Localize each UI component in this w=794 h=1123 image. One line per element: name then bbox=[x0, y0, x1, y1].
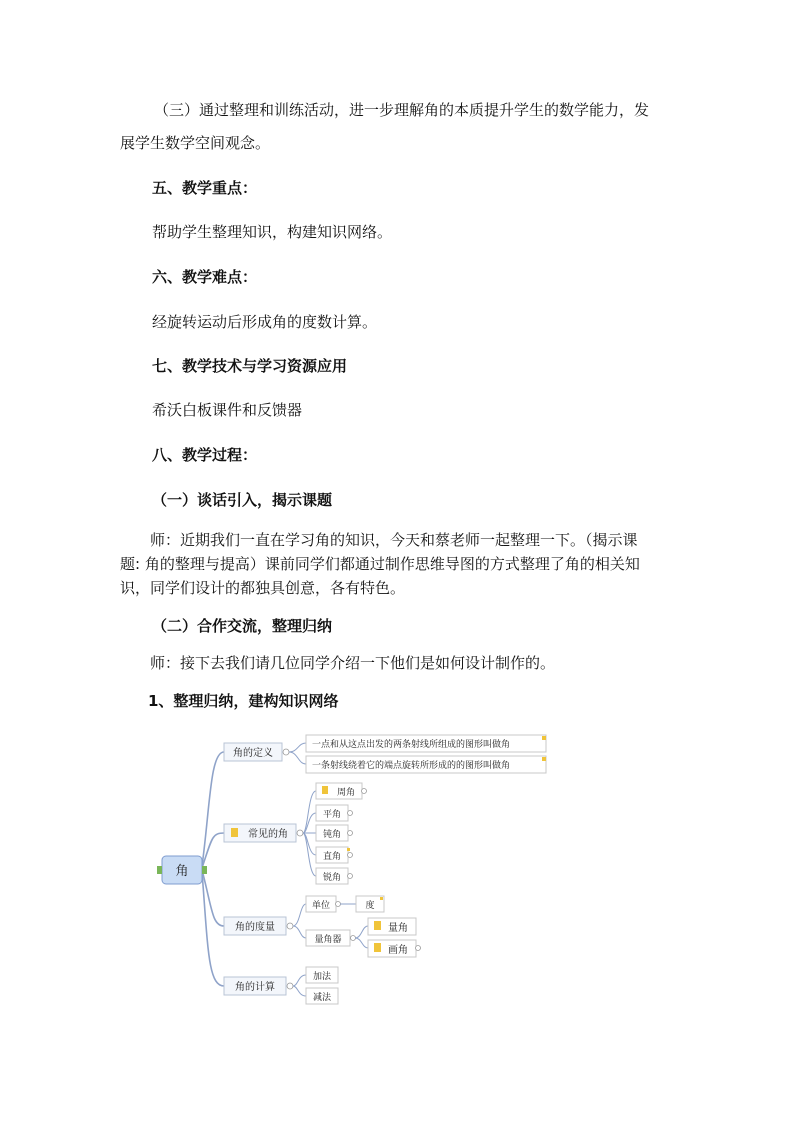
note-icon bbox=[347, 848, 350, 851]
note-icon bbox=[231, 828, 238, 837]
note-icon bbox=[322, 786, 328, 794]
note-icon bbox=[542, 757, 546, 761]
branch-line-definition bbox=[202, 752, 224, 866]
section8-sub2: （二）合作交流，整理归纳 bbox=[152, 617, 333, 635]
svg-text:一点和从这点出发的两条射线所组成的图形叫做角: 一点和从这点出发的两条射线所组成的图形叫做角 bbox=[312, 740, 511, 750]
svg-text:加法: 加法 bbox=[312, 972, 332, 982]
section8-heading: 八、教学过程： bbox=[152, 446, 258, 464]
measure-unit bbox=[306, 896, 341, 912]
section5-heading: 五、教学重点： bbox=[152, 179, 258, 197]
section8-paragraph-2: 师：接下去我们请几位同学介绍一下他们是如何设计制作的。 bbox=[150, 654, 556, 672]
section7-heading: 七、教学技术与学习资源应用 bbox=[152, 357, 348, 375]
section7-body: 希沃白板课件和反馈器 bbox=[152, 401, 303, 419]
note-icon bbox=[374, 921, 381, 930]
svg-text:画角: 画角 bbox=[388, 945, 408, 956]
section5-body: 帮助学生整理知识，构建知识网络。 bbox=[152, 223, 393, 241]
svg-text:减法: 减法 bbox=[312, 993, 332, 1003]
measure-label: 角的度量 bbox=[235, 922, 275, 933]
para1-line-2: 题: 角的整理与提高）课前同学们都通过制作思维导图的方式整理了角的相关知 bbox=[120, 555, 640, 573]
common-item-straight bbox=[316, 805, 353, 821]
objective-line-1: （三）通过整理和训练活动，进一步理解角的本质提升学生的数学能力，发 bbox=[154, 101, 650, 119]
common-item-obtuse bbox=[316, 825, 353, 841]
node-common bbox=[224, 824, 303, 842]
section6-heading: 六、教学难点： bbox=[152, 268, 258, 286]
node-calc bbox=[224, 977, 293, 995]
note-icon bbox=[374, 943, 381, 952]
node-measure bbox=[224, 917, 293, 935]
objective-paragraph bbox=[120, 98, 680, 155]
calc-label: 角的计算 bbox=[235, 982, 275, 993]
measure-tool-measure bbox=[368, 918, 416, 935]
measure-unit-value bbox=[356, 896, 384, 912]
common-item-full bbox=[316, 783, 367, 799]
measure-tool bbox=[306, 930, 356, 946]
common-item-right bbox=[316, 847, 353, 863]
calc-item-subtract bbox=[306, 988, 338, 1004]
definition-item-1 bbox=[306, 735, 546, 752]
svg-text:一条射线绕着它的端点旋转所形成的的图形叫做角: 一条射线绕着它的端点旋转所形成的的图形叫做角 bbox=[312, 761, 511, 771]
common-item-acute bbox=[316, 868, 353, 884]
svg-text:量角器: 量角器 bbox=[314, 935, 342, 945]
svg-text:锐角: 锐角 bbox=[322, 873, 342, 883]
objective-line-2: 展学生数学空间观念。 bbox=[120, 134, 271, 152]
section8-paragraph-1 bbox=[120, 528, 680, 600]
node-definition bbox=[224, 743, 289, 761]
svg-text:量角: 量角 bbox=[388, 923, 408, 934]
note-icon bbox=[542, 736, 546, 740]
measure-tool-draw bbox=[368, 940, 421, 957]
mindmap-root bbox=[157, 856, 207, 884]
note-icon bbox=[380, 897, 383, 900]
para1-line-1: 师：近期我们一直在学习角的知识，今天和蔡老师一起整理一下。（揭示课 bbox=[150, 531, 638, 549]
svg-text:周角: 周角 bbox=[336, 788, 356, 798]
root-label: 角 bbox=[175, 864, 189, 879]
definition-item-2 bbox=[306, 756, 546, 773]
svg-text:度: 度 bbox=[365, 901, 375, 911]
calc-item-add bbox=[306, 967, 338, 983]
common-label: 常见的角 bbox=[248, 829, 288, 840]
svg-text:平角: 平角 bbox=[322, 810, 342, 820]
mindmap-diagram bbox=[150, 728, 560, 1006]
svg-text:钝角: 钝角 bbox=[322, 830, 342, 840]
svg-text:单位: 单位 bbox=[311, 901, 331, 911]
section8-sub1: （一）谈话引入，揭示课题 bbox=[152, 491, 333, 509]
svg-text:直角: 直角 bbox=[322, 852, 342, 862]
definition-label: 角的定义 bbox=[233, 748, 273, 759]
branch-line-calc bbox=[202, 872, 224, 986]
section6-body: 经旋转运动后形成角的度数计算。 bbox=[152, 313, 378, 331]
step1-heading: 1、整理归纳，建构知识网络 bbox=[148, 692, 339, 710]
para1-line-3: 识，同学们设计的都独具创意，各有特色。 bbox=[120, 579, 406, 597]
